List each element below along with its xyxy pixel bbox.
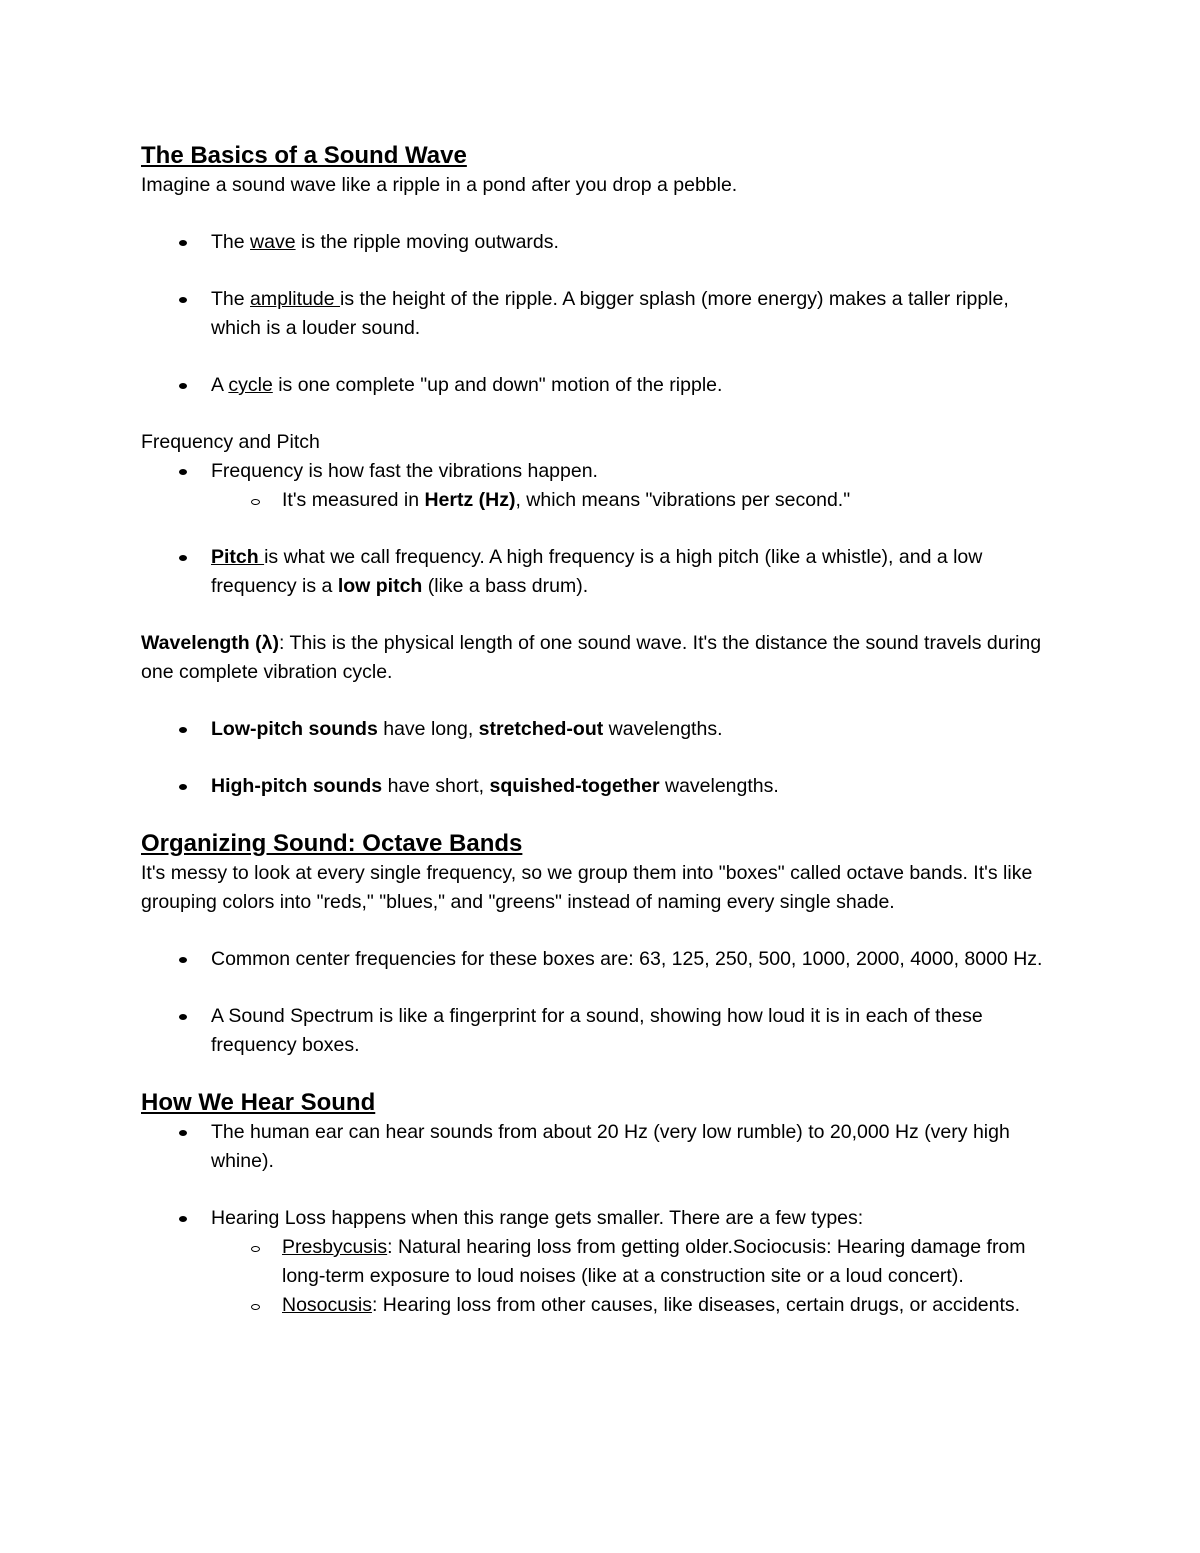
term-presbycusis: Presbycusis	[282, 1236, 388, 1258]
list-item-amplitude: The amplitude is the height of the ripple. A bigger splash (more energy) makes a taller ripple, which is a louder sound.	[141, 285, 1061, 343]
sub-item-hertz: It's measured in Hertz (Hz), which means "vibrations per second."	[141, 486, 1061, 515]
octave-intro-paragraph: It's messy to look at every single frequency, so we group them into "boxes" called octave bands. It's like grouping colors into "reds," "blues," and "greens" instead of naming every single shade.	[141, 862, 1033, 913]
list-item-pitch: Pitch is what we call frequency. A high frequency is a high pitch (like a whistle), and a low frequency is a low pitch (like a bass drum).	[141, 543, 1061, 601]
intro-paragraph: Imagine a sound wave like a ripple in a pond after you drop a pebble.	[141, 174, 738, 196]
subheading-frequency-pitch: Frequency and Pitch	[141, 431, 320, 453]
term-wave: wave	[250, 231, 296, 253]
list-item-hearing-range: The human ear can hear sounds from about 20 Hz (very low rumble) to 20,000 Hz (very high whine).	[141, 1118, 1061, 1176]
list-item-cycle: A cycle is one complete "up and down" motion of the ripple.	[141, 371, 1061, 400]
list-item-hearing-loss: Hearing Loss happens when this range gets smaller. There are a few types:	[141, 1204, 1061, 1233]
heading-how-we-hear: How We Hear Sound	[141, 1089, 376, 1116]
list-item-wave: The wave is the ripple moving outwards.	[141, 228, 1061, 257]
list-item-center-frequencies: Common center frequencies for these boxes are: 63, 125, 250, 500, 1000, 2000, 4000, 8000 Hz.	[141, 945, 1061, 974]
term-cycle: cycle	[228, 374, 273, 396]
wavelength-paragraph: Wavelength (λ): This is the physical length of one sound wave. It's the distance the sound travels during one complete vibration cycle.	[141, 632, 1042, 683]
list-item-sound-spectrum: A Sound Spectrum is like a fingerprint for a sound, showing how loud it is in each of these frequency boxes.	[141, 1002, 1061, 1060]
heading-sound-wave-basics: The Basics of a Sound Wave	[141, 142, 467, 169]
heading-octave-bands: Organizing Sound: Octave Bands	[141, 830, 523, 857]
term-nosocusis: Nosocusis	[282, 1294, 372, 1316]
sub-item-presbycusis: Presbycusis: Natural hearing loss from getting older.Sociocusis: Hearing damage from long-term exposure to loud noises (like at a construction site or a loud concert).	[141, 1233, 1061, 1291]
list-item-low-pitch: Low-pitch sounds have long, stretched-out wavelengths.	[141, 715, 1061, 744]
document-page	[141, 141, 1061, 1320]
term-amplitude: amplitude	[250, 288, 340, 310]
list-item-frequency: Frequency is how fast the vibrations happen.	[141, 457, 1061, 486]
list-item-high-pitch: High-pitch sounds have short, squished-together wavelengths.	[141, 772, 1061, 801]
sub-item-nosocusis: Nosocusis: Hearing loss from other causes, like diseases, certain drugs, or accidents.	[141, 1291, 1061, 1320]
